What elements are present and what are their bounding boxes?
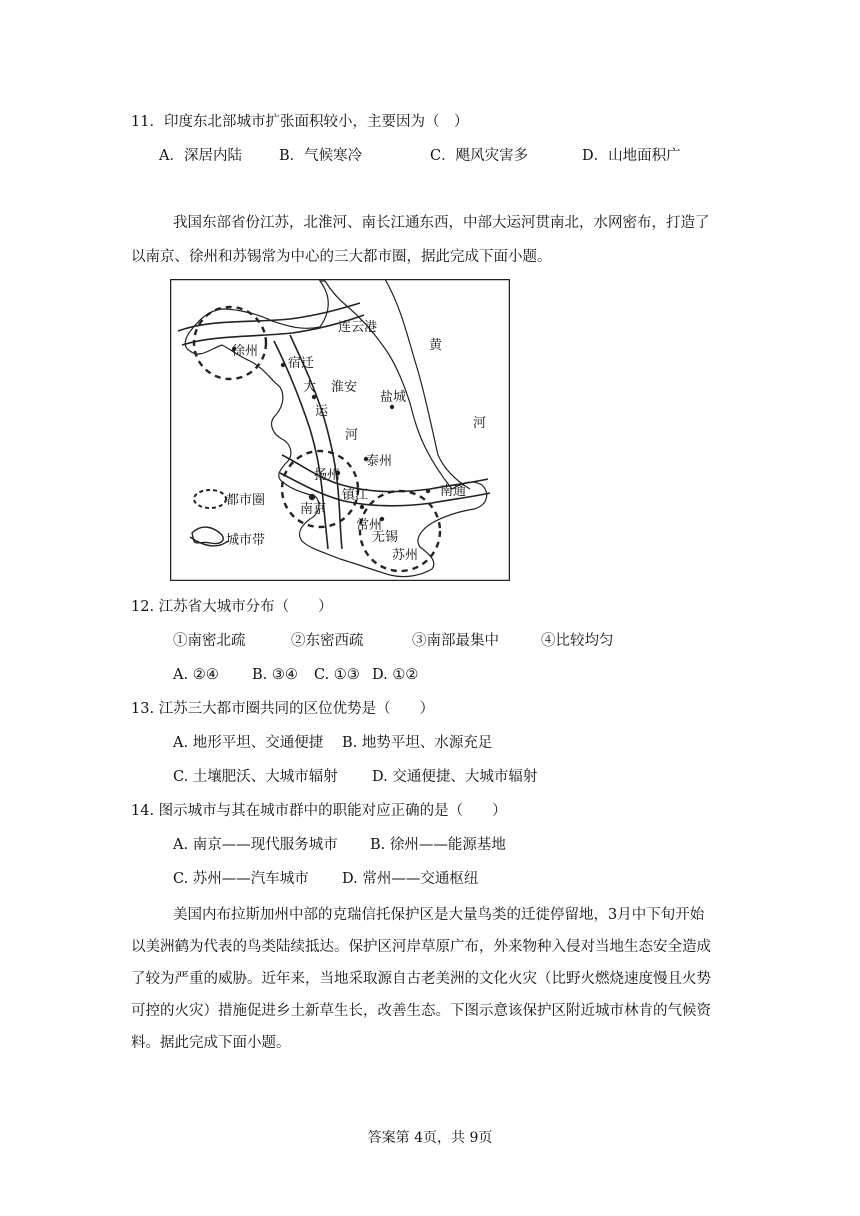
intro1-line2: 以南京、徐州和苏锡常为中心的三大都市圈，据此完成下面小题。 (131, 249, 552, 265)
intro2-line3: 了较为严重的威胁。近年来，当地采取源自古老美洲的文化火灾（比野火燃烧速度慢且火势 (131, 971, 711, 987)
map-sea-char-1: 黄 (429, 338, 443, 353)
map-city-xuzhou: 徐州 (232, 344, 259, 359)
map-canal-char-1: 大 (303, 380, 317, 395)
map-legend-metro-circle: 都市圈 (226, 493, 266, 508)
q11-stem: 11．印度东北部城市扩张面积较小，主要因为（ ） (131, 114, 469, 130)
map-city-suqian: 宿迁 (288, 356, 315, 371)
map-city-zhenjiang: 镇江 (342, 488, 369, 503)
map-city-taizhou: 泰州 (366, 454, 393, 469)
q14-option-b: B. 徐州——能源基地 (370, 837, 506, 853)
q12-statement-4: ④比较均匀 (541, 633, 614, 649)
page-footer: 答案第 4页，共 9页 (367, 1130, 493, 1146)
q14-stem: 14. 图示城市与其在城市群中的职能对应正确的是（ ） (131, 803, 507, 819)
map-city-nantong: 南通 (440, 484, 467, 499)
map-city-yangzhou: 扬州 (314, 468, 341, 483)
map-sea-char-2: 河 (473, 416, 487, 431)
q12-option-d: D. ①② (372, 667, 419, 683)
q12-statement-2: ②东密西疏 (291, 633, 364, 649)
q12-stem: 12. 江苏省大城市分布（ ） (131, 599, 333, 615)
q12-statement-3: ③南部最集中 (412, 633, 499, 649)
q12-option-c: C. ①③ (314, 667, 360, 683)
intro2-line5: 料。据此完成下面小题。 (131, 1035, 291, 1051)
q12-option-a: A. ②④ (173, 667, 219, 683)
jiangsu-map (170, 279, 510, 581)
map-canal-char-3: 河 (345, 428, 359, 443)
map-city-lianyungang: 连云港 (338, 320, 378, 335)
q12-statement-1: ①南密北疏 (173, 633, 246, 649)
map-city-nanjing: 南京 (300, 502, 327, 517)
q13-option-c: C. 土壤肥沃、大城市辐射 (173, 769, 338, 785)
map-city-wuxi: 无锡 (372, 530, 399, 545)
q11-option-c: C．飓风灾害多 (430, 148, 529, 164)
q12-option-b: B. ③④ (252, 667, 298, 683)
q14-option-a: A. 南京——现代服务城市 (173, 837, 338, 853)
map-city-huaian: 淮安 (331, 380, 358, 395)
q14-option-c: C. 苏州——汽车城市 (173, 871, 309, 887)
q14-option-d: D. 常州——交通枢纽 (342, 871, 479, 887)
q13-stem: 13. 江苏三大都市圈共同的区位优势是（ ） (131, 701, 435, 717)
intro1-line1: 我国东部省份江苏，北淮河、南长江通东西，中部大运河贯南北，水网密布，打造了 (173, 215, 710, 231)
q13-option-a: A. 地形平坦、交通便捷 (173, 735, 324, 751)
map-city-yancheng: 盐城 (380, 390, 407, 405)
q11-option-b: B．气候寒冷 (279, 148, 363, 164)
intro2-line1: 美国内布拉斯加州中部的克瑞信托保护区是大量鸟类的迁徙停留地，3月中下旬开始 (173, 907, 705, 923)
map-city-changzhou: 常州 (356, 518, 383, 533)
q11-option-a: A．深居内陆 (159, 148, 242, 164)
map-city-suzhou: 苏州 (392, 548, 419, 563)
q13-option-b: B. 地势平坦、水源充足 (342, 735, 493, 751)
q13-option-d: D. 交通便捷、大城市辐射 (372, 769, 538, 785)
intro2-line4: 可控的火灾）措施促进乡土新草生长，改善生态。下图示意该保护区附近城市林肯的气候资 (131, 1003, 711, 1019)
intro2-line2: 以美洲鹤为代表的鸟类陆续抵达。保护区河岸草原广布，外来物种入侵对当地生态安全造成 (131, 939, 711, 955)
q11-option-d: D．山地面积广 (582, 148, 681, 164)
map-canal-char-2: 运 (315, 404, 329, 419)
map-legend-city-belt: 城市带 (226, 533, 266, 548)
